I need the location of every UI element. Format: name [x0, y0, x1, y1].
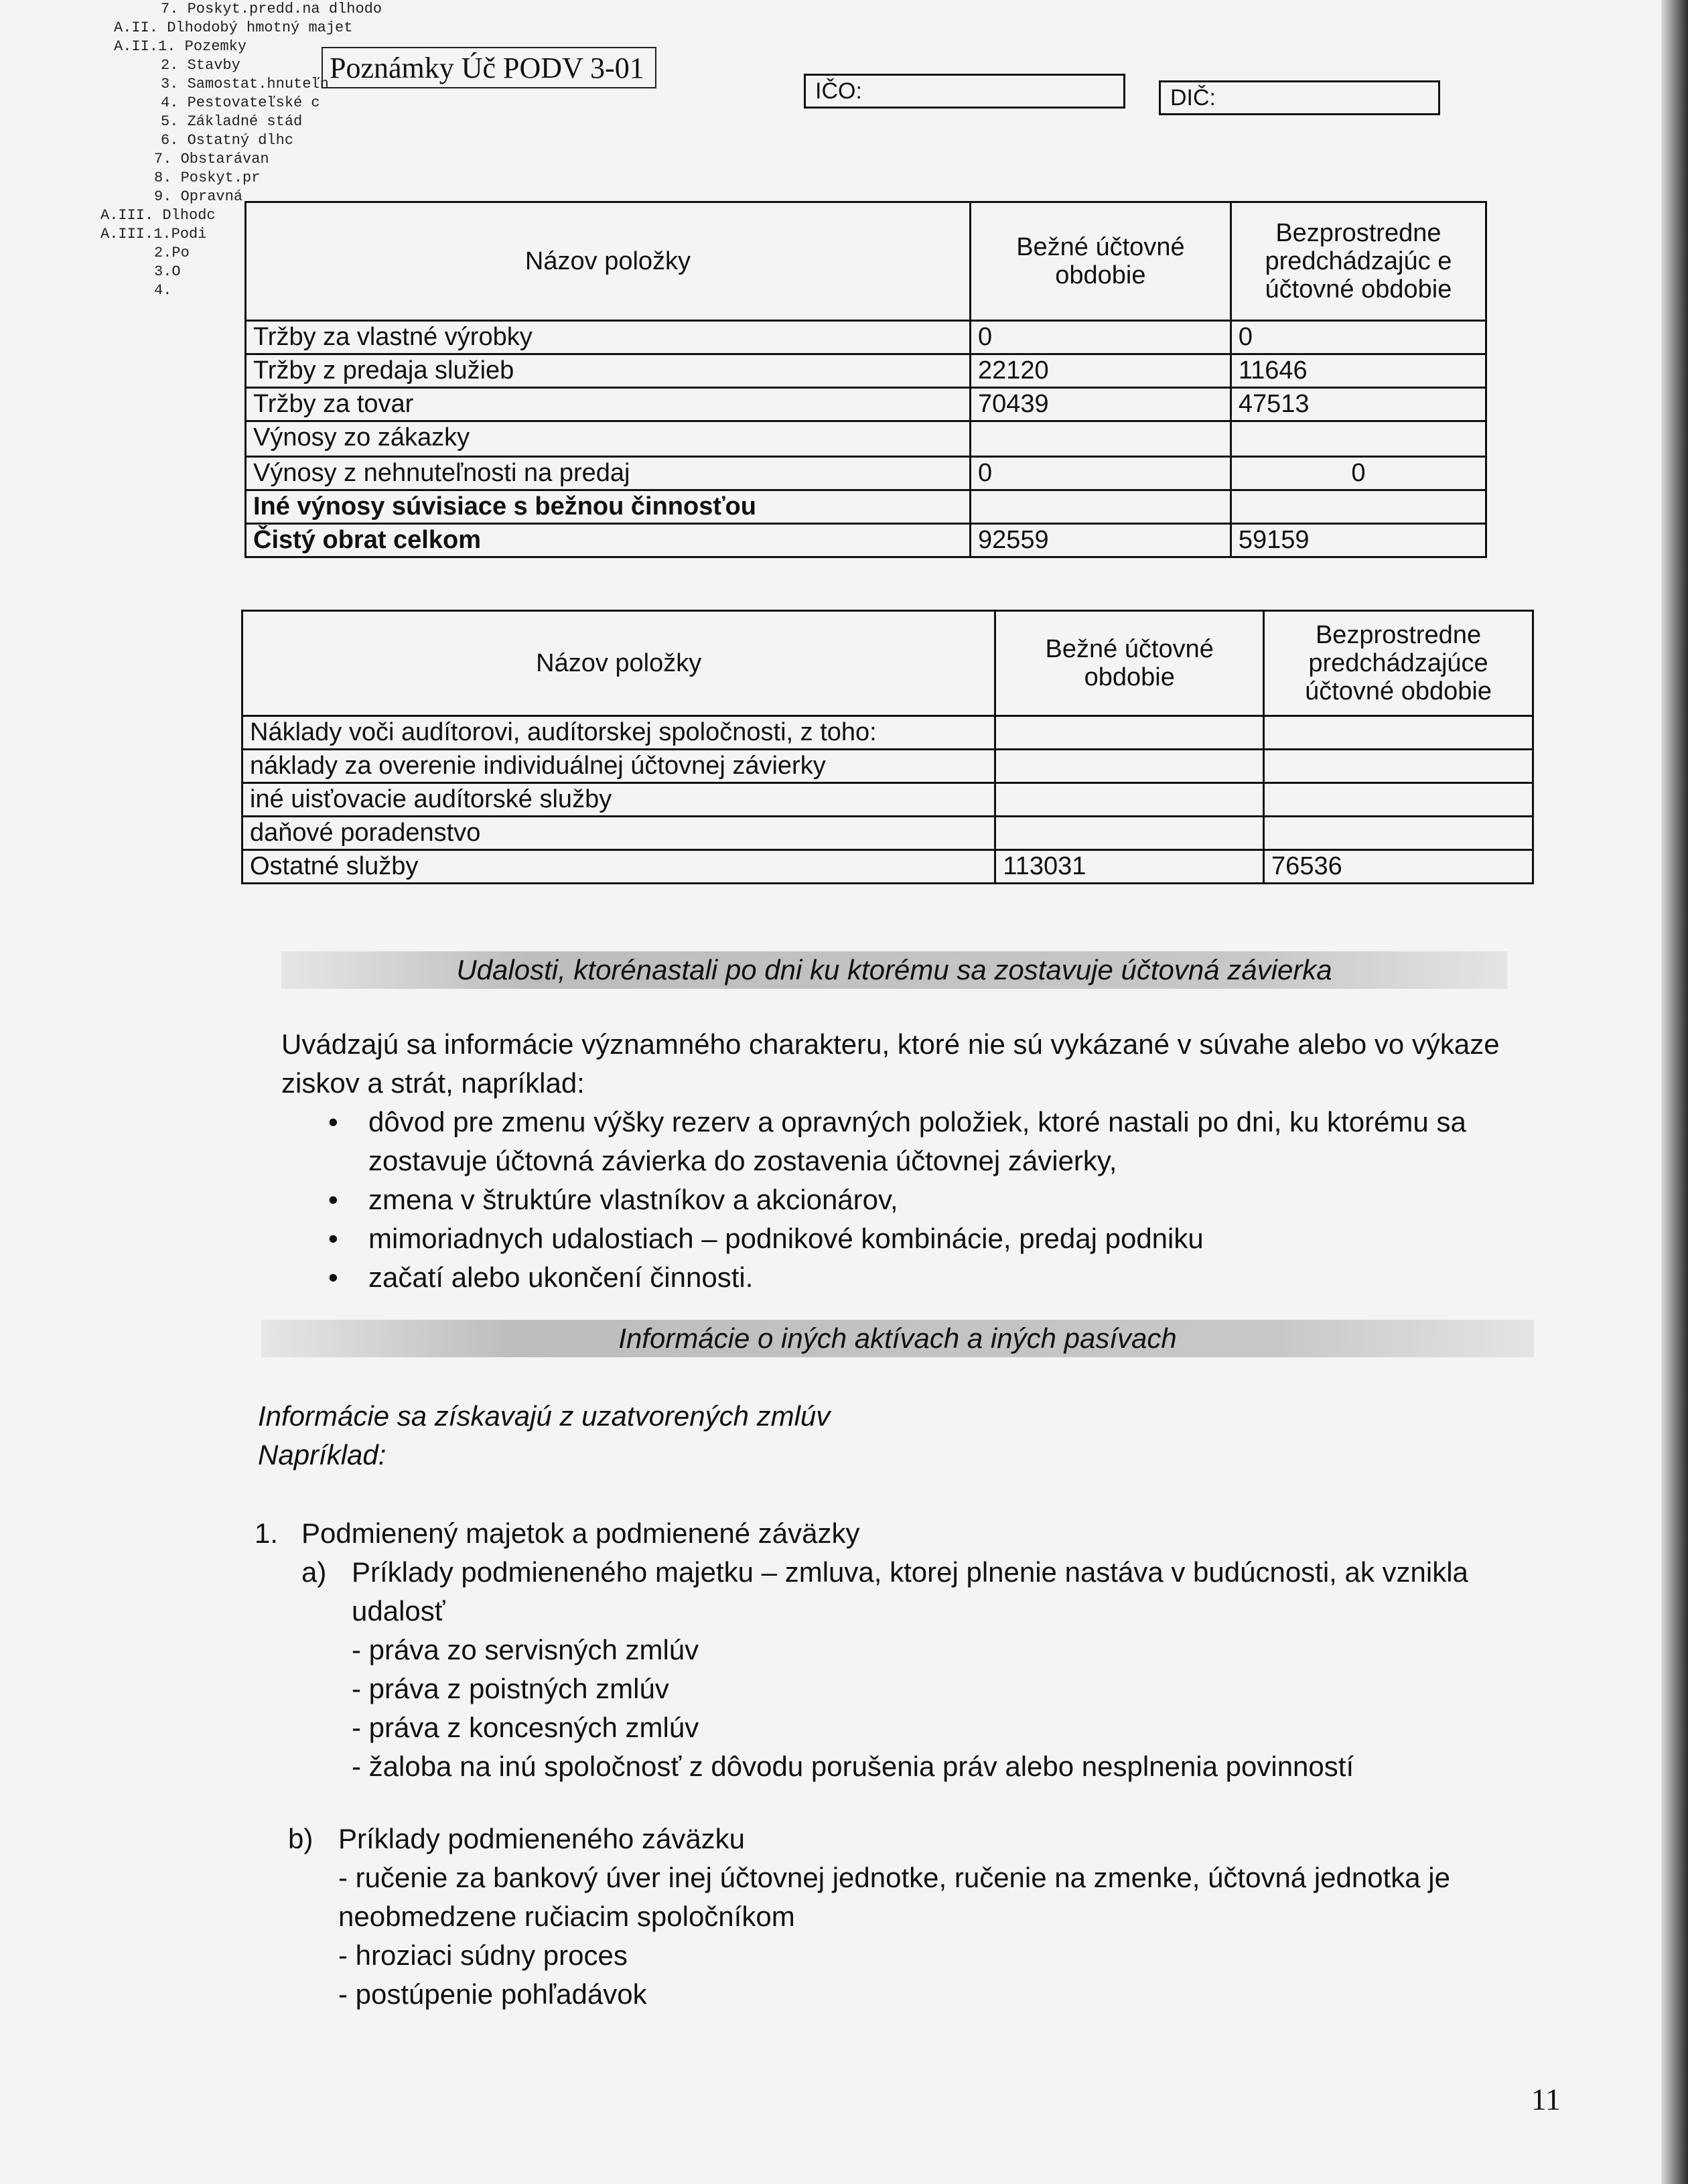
- sidebar-code: 8. Poskyt.pr: [154, 169, 261, 186]
- dic-field: DIČ:: [1159, 80, 1440, 115]
- table2-cell-current: 113031: [995, 850, 1264, 884]
- item-title: Podmienený majetok a podmienené záväzky: [301, 1517, 860, 1549]
- table1-header-previous: Bezprostredne predchádzajúc e účtovné obdobie: [1230, 202, 1486, 321]
- sidebar-code: 6. Ostatný dlhc: [161, 132, 294, 149]
- table2-header-name: Názov položky: [242, 611, 995, 716]
- table1-cell-current: [970, 421, 1230, 457]
- table1-header-name: Názov položky: [246, 202, 971, 321]
- list-item: - práva z poistných zmlúv: [352, 1673, 669, 1704]
- table-row: [246, 388, 1486, 421]
- table2-cell-previous: 76536: [1264, 850, 1533, 884]
- table1-cell-name: Iné výnosy súvisiace s bežnou činnosťou: [246, 490, 971, 524]
- table-row: [242, 783, 1533, 817]
- table1-cell-previous: 0: [1230, 457, 1486, 490]
- table2-cell-previous: [1264, 750, 1533, 783]
- table1-cell-current: 0: [970, 457, 1230, 490]
- assets-intro-example: Napríklad:: [258, 1439, 386, 1471]
- events-section-body: [281, 1025, 1500, 1297]
- table-row: [242, 850, 1533, 884]
- sidebar-code: 4. Pestovateľské c: [161, 94, 320, 111]
- sidebar-code: A.II. Dlhodobý hmotný majet: [114, 19, 353, 36]
- sidebar-code: A.III. Dlhodc: [100, 207, 216, 224]
- events-bullet-list: [322, 1103, 1500, 1297]
- contingent-assets-list: [352, 1631, 1561, 1786]
- table-row: [242, 817, 1533, 850]
- table2-cell-name: náklady za overenie individuálnej účtovnej závierky: [242, 750, 995, 783]
- contingent-assets-title: Príklady podmieneného majetku – zmluva, ktorej plnenie nastáva v budúcnosti, ak vznikla udalosť: [352, 1556, 1468, 1627]
- list-item: • dôvod pre zmenu výšky rezerv a opravných položiek, ktoré nastali po dni, ku ktorému sa zostavuje účtovná závierka do zostavenia účtovnej závierky,: [322, 1103, 1500, 1180]
- table-row: [246, 421, 1486, 457]
- sidebar-code: 7. Poskyt.predd.na dlhodo: [161, 1, 382, 17]
- table1-cell-previous: 11646: [1230, 354, 1486, 388]
- table-row: [246, 321, 1486, 354]
- table-row: [246, 457, 1486, 490]
- table1-cell-name: Tržby za vlastné výrobky: [246, 321, 971, 354]
- table2-cell-previous: [1264, 817, 1533, 850]
- contingent-items: [255, 1514, 1561, 2014]
- table1-cell-name: Výnosy z nehnuteľnosti na predaj: [246, 457, 971, 490]
- list-item: - ručenie za bankový úver inej účtovnej jednotke, ručenie na zmenke, účtovná jednotka je neobmedzene ručiacim spoločníkom: [338, 1862, 1450, 1932]
- list-item: - práva zo servisných zmlúv: [352, 1634, 699, 1665]
- table1-cell-name: Tržby z predaja služieb: [246, 354, 971, 388]
- assets-intro-line: Informácie sa získavajú z uzatvorených zmlúv: [258, 1400, 831, 1432]
- table1-cell-previous: 59159: [1230, 524, 1486, 557]
- revenue-table: [244, 201, 1487, 558]
- table2-cell-name: daňové poradenstvo: [242, 817, 995, 850]
- table2-cell-current: [995, 750, 1264, 783]
- table1-cell-name: Čistý obrat celkom: [246, 524, 971, 557]
- table-row: [242, 716, 1533, 750]
- page-number: 11: [1531, 2082, 1561, 2116]
- table2-cell-name: Ostatné služby: [242, 850, 995, 884]
- table2-cell-current: [995, 783, 1264, 817]
- list-item: - hroziaci súdny proces: [338, 1939, 628, 1971]
- table-row: [242, 750, 1533, 783]
- document-title: Poznámky Úč PODV 3-01: [322, 47, 656, 88]
- sidebar-code: 7. Obstarávan: [154, 151, 269, 167]
- item-number: 1.: [255, 1517, 279, 1549]
- contingent-liabilities-list: [338, 1858, 1561, 2014]
- sidebar-code: A.II.1. Pozemky: [114, 38, 247, 55]
- section-banner-events: Udalosti, ktorénastali po dni ku ktorému sa zostavuje účtovná závierka: [281, 951, 1507, 989]
- list-item: • mimoriadnych udalostiach – podnikové kombinácie, predaj podniku: [322, 1219, 1500, 1258]
- list-item: • začatí alebo ukončení činnosti.: [322, 1258, 1500, 1297]
- section-banner-assets: Informácie o iných aktívach a iných pasívach: [261, 1320, 1534, 1357]
- sidebar-code: 5. Základné stád: [161, 113, 303, 130]
- table1-cell-previous: 47513: [1230, 388, 1486, 421]
- assets-intro: [258, 1397, 1464, 1475]
- scan-edge-shadow: [1661, 0, 1688, 2184]
- table2-cell-name: iné uisťovacie audítorské služby: [242, 783, 995, 817]
- list-item: • zmena v štruktúre vlastníkov a akcionárov,: [322, 1180, 1500, 1219]
- sub-label-b: b): [288, 1823, 313, 1854]
- table-row: [246, 524, 1486, 557]
- table1-cell-current: 22120: [970, 354, 1230, 388]
- table1-cell-current: 0: [970, 321, 1230, 354]
- list-item: - žaloba na inú spoločnosť z dôvodu porušenia práv alebo nesplnenia povinností: [352, 1751, 1354, 1782]
- list-item: - postúpenie pohľadávok: [338, 1978, 647, 2010]
- table1-cell-previous: [1230, 490, 1486, 524]
- table2-cell-current: [995, 716, 1264, 750]
- ico-field: IČO:: [804, 74, 1125, 109]
- table1-cell-previous: 0: [1230, 321, 1486, 354]
- sidebar-code: 3. Samostat.hnuteľn: [161, 76, 329, 92]
- list-item: - práva z koncesných zmlúv: [352, 1712, 699, 1743]
- table2-header-current: Bežné účtovné obdobie: [995, 611, 1264, 716]
- sidebar-code: A.III.1.Podi: [100, 226, 207, 243]
- table1-cell-previous: [1230, 421, 1486, 457]
- sidebar-code: 2. Stavby: [161, 57, 240, 74]
- table1-cell-current: [970, 490, 1230, 524]
- table1-cell-current: 70439: [970, 388, 1230, 421]
- sidebar-code: 3.O: [154, 263, 181, 280]
- audit-costs-table: [241, 610, 1534, 884]
- table1-cell-name: Tržby za tovar: [246, 388, 971, 421]
- sub-label-a: a): [301, 1556, 327, 1588]
- events-intro: Uvádzajú sa informácie významného charakteru, ktoré nie sú vykázané v súvahe alebo vo výkaze ziskov a strát, napríklad:: [281, 1028, 1500, 1099]
- table1-header-current: Bežné účtovné obdobie: [970, 202, 1230, 321]
- table2-cell-current: [995, 817, 1264, 850]
- table2-header-previous: Bezprostredne predchádzajúce účtovné obdobie: [1264, 611, 1533, 716]
- table-row: [246, 354, 1486, 388]
- table-row: [246, 490, 1486, 524]
- contingent-liabilities-title: Príklady podmieneného záväzku: [338, 1823, 746, 1854]
- sidebar-code: 9. Opravná: [154, 188, 243, 205]
- table2-cell-previous: [1264, 716, 1533, 750]
- sidebar-code: 4.: [154, 282, 172, 299]
- sidebar-code: 2.Po: [154, 245, 190, 261]
- table2-cell-name: Náklady voči audítorovi, audítorskej spoločnosti, z toho:: [242, 716, 995, 750]
- table1-cell-name: Výnosy zo zákazky: [246, 421, 971, 457]
- table1-cell-current: 92559: [970, 524, 1230, 557]
- table2-cell-previous: [1264, 783, 1533, 817]
